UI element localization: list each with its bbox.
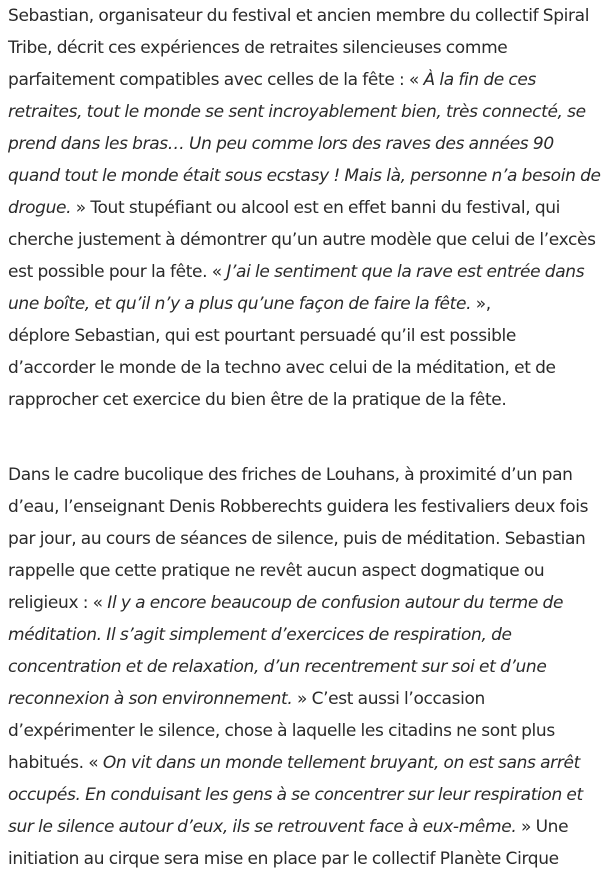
text-line: [8, 651, 608, 683]
text-line: [8, 160, 608, 192]
text-run: d’eau, l’enseignant Denis Robberechts guidera les festivaliers deux fois: [8, 497, 589, 517]
text-run: initiation au cirque sera mise en place par le collectif Planète Cirque: [8, 849, 559, 869]
text-line: [8, 587, 608, 619]
text-line: [8, 32, 608, 64]
text-run: Tribe, décrit ces expériences de retraites silencieuses comme: [8, 38, 508, 58]
text-line: [8, 683, 608, 715]
text-run: » C’est aussi l’occasion: [292, 689, 485, 709]
paragraph-retreats: [8, 0, 608, 416]
text-run: parfaitement compatibles avec celles de la fête : «: [8, 70, 424, 90]
text-line: [8, 779, 608, 811]
quote-run: sur le silence autour d’eux, ils se retrouvent face à eux-même.: [8, 817, 517, 837]
text-line: [8, 384, 608, 416]
quote-run: À la fin de ces: [423, 70, 537, 90]
text-run: d’expérimenter le silence, chose à laquelle les citadins ne sont plus: [8, 721, 555, 741]
text-line: [8, 256, 608, 288]
text-run: est possible pour la fête. «: [8, 262, 227, 282]
text-line: [8, 459, 608, 491]
text-run: religieux : «: [8, 593, 108, 613]
quote-run: une boîte, et qu’il n’y a plus qu’une façon de faire la fête.: [8, 294, 472, 314]
text-line: [8, 491, 608, 523]
text-run: habitués. «: [8, 753, 103, 773]
text-run: » Une: [516, 817, 569, 837]
text-line: [8, 192, 608, 224]
quote-run: prend dans les bras… Un peu comme lors des raves des années 90: [8, 134, 554, 154]
quote-run: J’ai le sentiment que la rave est entrée dans: [226, 262, 585, 282]
text-run: d’accorder le monde de la techno avec celui de la méditation, et de: [8, 358, 556, 378]
quote-run: retraites, tout le monde se sent incroyablement bien, très connecté, se: [8, 102, 586, 122]
text-run: rappelle que cette pratique ne revêt aucun aspect dogmatique ou: [8, 561, 545, 581]
text-line: [8, 128, 608, 160]
quote-run: reconnexion à son environnement.: [8, 689, 293, 709]
text-run: Dans le cadre bucolique des friches de Louhans, à proximité d’un pan: [8, 465, 573, 485]
quote-run: Il y a encore beaucoup de confusion autour du terme de: [107, 593, 564, 613]
text-run: Sebastian, organisateur du festival et ancien membre du collectif Spiral: [8, 6, 590, 26]
text-line: [8, 352, 608, 384]
text-line: [8, 224, 608, 256]
quote-run: drogue.: [8, 198, 72, 218]
text-run: par jour, au cours de séances de silence, puis de méditation. Sebastian: [8, 529, 586, 549]
text-run: déplore Sebastian, qui est pourtant persuadé qu’il est possible: [8, 326, 517, 346]
text-line: [8, 64, 608, 96]
text-line: [8, 0, 608, 32]
text-run: »,: [471, 294, 491, 314]
text-line: [8, 96, 608, 128]
quote-run: quand tout le monde était sous ecstasy ! Mais là, personne n’a besoin de: [8, 166, 601, 186]
text-line: [8, 715, 608, 747]
text-line: [8, 555, 608, 587]
text-run: » Tout stupéfiant ou alcool est en effet banni du festival, qui: [71, 198, 561, 218]
text-line: [8, 288, 608, 320]
text-line: [8, 619, 608, 651]
text-run: rapprocher cet exercice du bien être de la pratique de la fête.: [8, 390, 507, 410]
text-line: [8, 811, 608, 843]
text-line: [8, 747, 608, 779]
text-line: [8, 523, 608, 555]
text-line: [8, 320, 608, 352]
quote-run: méditation. Il s’agit simplement d’exercices de respiration, de: [8, 625, 512, 645]
quote-run: concentration et de relaxation, d’un recentrement sur soi et d’une: [8, 657, 547, 677]
quote-run: occupés. En conduisant les gens à se concentrer sur leur respiration et: [8, 785, 583, 805]
text-line: [8, 843, 608, 875]
text-run: cherche justement à démontrer qu’un autre modèle que celui de l’excès: [8, 230, 596, 250]
quote-run: On vit dans un monde tellement bruyant, on est sans arrêt: [102, 753, 580, 773]
paragraph-meditation: [8, 459, 608, 875]
